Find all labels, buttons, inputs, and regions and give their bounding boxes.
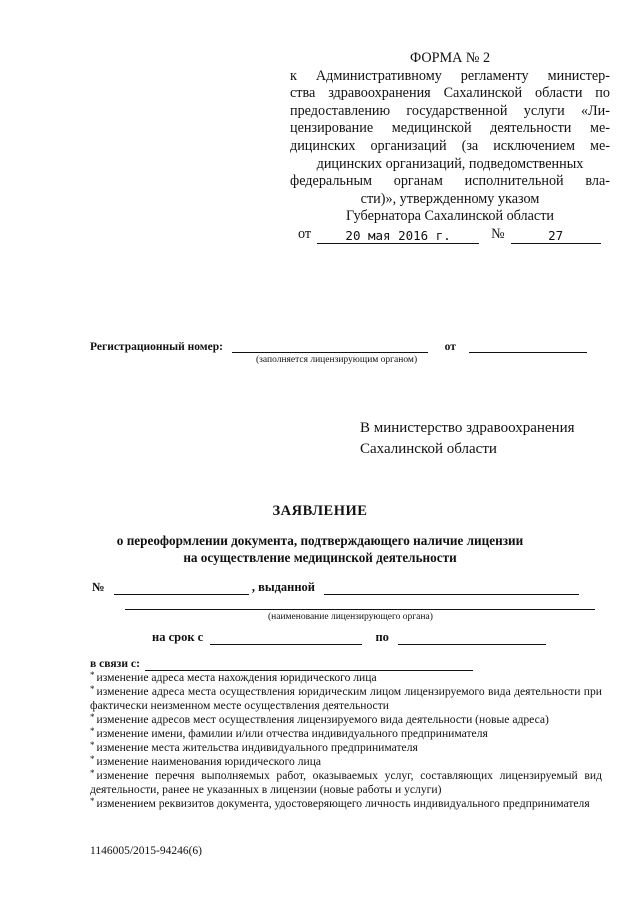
reasons-header-row — [90, 657, 602, 671]
registration-label: Регистрационный номер: — [90, 341, 223, 353]
reason-item[interactable] — [90, 685, 602, 713]
header-line: Губернатора Сахалинской области — [345, 208, 555, 225]
reason-text: изменение адресов мест осуществления лицензируемого вида деятельности (новые адреса) — [96, 713, 549, 726]
bullet-star-icon: * — [90, 754, 95, 764]
reason-text: изменение адреса места осуществления юридическим лицом лицензируемого вида деятельности при фактически неизменном месте осуществления деятельности — [90, 685, 602, 712]
bullet-star-icon: * — [90, 684, 95, 694]
reason-item[interactable] — [90, 755, 602, 769]
header-line: ства здравоохранения Сахалинской области по — [290, 85, 610, 102]
reason-item[interactable] — [90, 769, 602, 797]
document-title: ЗАЯВЛЕНИЕ — [272, 503, 368, 519]
term-from-label: на срок с — [152, 630, 204, 644]
header-line: федеральным органам исполнительной вла- — [290, 173, 610, 190]
authority-note: (наименование лицензирующего органа) — [268, 612, 433, 622]
reasons-header: в связи с: — [90, 657, 140, 670]
bullet-star-icon: * — [90, 670, 95, 680]
reason-text: изменение места жительства индивидуального предпринимателя — [96, 741, 418, 754]
subtitle-line: о переоформлении документа, подтверждающего наличие лицензии — [116, 533, 524, 548]
header-line: цензирование медицинской деятельности ме- — [290, 120, 610, 137]
reason-item[interactable] — [90, 671, 602, 685]
term-from-field[interactable] — [210, 632, 362, 645]
issuing-authority-field-2[interactable] — [125, 595, 595, 610]
subtitle-line: на осуществление медицинской деятельности — [183, 550, 457, 565]
bullet-star-icon: * — [90, 796, 95, 806]
reason-item[interactable] — [90, 741, 602, 755]
header-line: дицинских организаций, подведомственных — [316, 155, 584, 172]
license-number-row — [92, 580, 612, 645]
addressee — [360, 418, 575, 460]
header-line: к Административному регламенту министер- — [290, 67, 610, 84]
reason-text: изменение адреса места нахождения юридического лица — [96, 671, 377, 684]
reasons-header-line — [145, 660, 473, 671]
reason-text: изменение имени, фамилии и/или отчества индивидуального предпринимателя — [96, 727, 488, 740]
term-to-field[interactable] — [398, 632, 546, 645]
issued-label: , выданной — [251, 580, 316, 594]
number-sign: № — [92, 580, 105, 594]
reason-item[interactable] — [90, 727, 602, 741]
issuing-authority-field[interactable] — [324, 582, 579, 595]
header-line: сти)», утвержденному указом — [360, 190, 540, 207]
header-line: предоставлению государственной услуги «Ли- — [290, 102, 610, 119]
bullet-star-icon: * — [90, 726, 95, 736]
decree-date: 20 мая 2016 г. — [317, 228, 479, 244]
bullet-star-icon: * — [90, 712, 95, 722]
reason-item[interactable] — [90, 797, 602, 811]
registration-row — [90, 340, 610, 365]
date-prefix: от — [298, 225, 312, 242]
addressee-line: В министерство здравоохранения — [360, 420, 575, 436]
addressee-line: Сахалинской области — [360, 441, 497, 457]
form-header — [290, 50, 610, 244]
registration-note: (заполняется лицензирующим органом) — [256, 355, 418, 365]
registration-date-field[interactable] — [469, 340, 587, 353]
decree-date-line — [290, 226, 610, 244]
reasons-section — [90, 657, 602, 811]
term-to-label: по — [375, 630, 389, 644]
license-term-row — [152, 630, 612, 645]
reason-text: изменение перечня выполняемых работ, оказываемых услуг, составляющих лицензируемый вид деятельности, ранее не указанных в лицензии (новые работы и услуги) — [90, 769, 602, 796]
document-footer-id: 1146005/2015-94246(6) — [90, 845, 203, 857]
number-prefix: № — [491, 225, 505, 242]
registration-from-label: от — [444, 341, 456, 353]
reason-text: изменение наименования юридического лица — [96, 755, 322, 768]
decree-number: 27 — [511, 228, 601, 244]
registration-number-field[interactable] — [232, 340, 428, 353]
header-line: дицинских организаций (за исключением ме- — [290, 137, 610, 154]
form-number: ФОРМА № 2 — [409, 50, 491, 66]
document-subtitle — [0, 532, 640, 566]
bullet-star-icon: * — [90, 740, 95, 750]
reason-text: изменением реквизитов документа, удостоверяющего личность индивидуального предпринимателя — [96, 797, 590, 810]
reason-item[interactable] — [90, 713, 602, 727]
license-number-field[interactable] — [114, 582, 249, 595]
bullet-star-icon: * — [90, 768, 95, 778]
